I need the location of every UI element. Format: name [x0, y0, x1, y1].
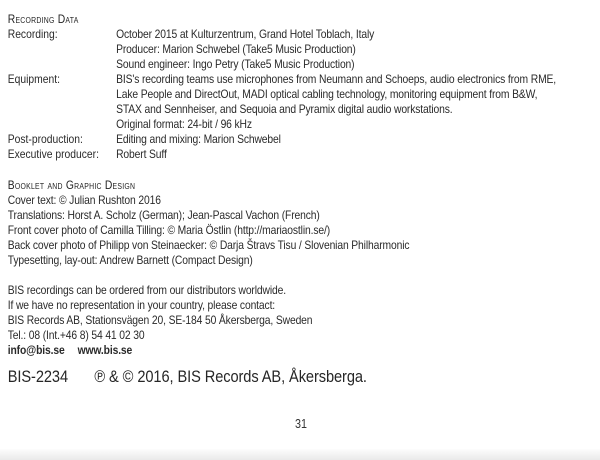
catalog-number: BIS-2234 [7, 367, 69, 386]
row-value [116, 72, 556, 132]
credit-line: Front cover photo of Camilla Tilling: © Maria Östlin (http://mariaostlin.se/) [7, 223, 331, 237]
text-line: STAX and Sennheiser, and Sequoia and Pyramix digital audio workstations. [116, 102, 453, 116]
distribution-info [8, 283, 600, 358]
credit-line: Typesetting, lay-out: Andrew Barnett (Compact Design) [7, 253, 253, 267]
credit-line: Back cover photo of Philipp von Steinaecker: © Darja Štravs Tisu / Slovenian Philharmonic [7, 238, 410, 252]
text-line: Robert Suff [116, 147, 167, 161]
row-label: Post-production: [7, 132, 83, 146]
row-value [116, 132, 281, 147]
row-recording [8, 27, 600, 72]
distributor-address: BIS Records AB, Stationsvägen 20, SE-184 50 Åkersberga, Sweden [7, 313, 313, 327]
booklet-design-credits [8, 193, 600, 268]
page-number: 31 [295, 417, 307, 431]
section-heading-recording-data: Recording Data [7, 12, 79, 26]
email-address: info@bis.se [7, 343, 65, 357]
telephone-number: Tel.: 08 (Int.+46 8) 54 41 02 30 [7, 328, 145, 342]
distribution-note: BIS recordings can be ordered from our distributors worldwide. [7, 283, 286, 297]
bottom-scan-band [0, 449, 600, 460]
text-line: BIS's recording teams use microphones from Neumann and Schoeps, audio electronics from RME, [116, 72, 557, 86]
credit-line: Translations: Horst A. Scholz (German); Jean-Pascal Vachon (French) [7, 208, 320, 222]
text-line: Original format: 24-bit / 96 kHz [116, 117, 252, 131]
distribution-note: If we have no representation in your country, please contact: [7, 298, 276, 312]
text-line: Sound engineer: Ingo Petry (Take5 Music Production) [116, 57, 355, 71]
row-label: Equipment: [7, 72, 60, 86]
row-value [116, 27, 374, 72]
section-heading-booklet-design: Booklet and Graphic Design [7, 178, 136, 192]
text-line: Editing and mixing: Marion Schwebel [116, 132, 281, 146]
website-url: www.bis.se [77, 343, 133, 357]
row-equipment [8, 72, 600, 132]
contact-links [8, 343, 600, 358]
row-executive-producer [8, 147, 600, 162]
recording-data-list [8, 27, 600, 162]
copyright-notice: ℗ & © 2016, BIS Records AB, Åkersberga. [94, 367, 367, 386]
row-label: Recording: [7, 27, 58, 41]
catalog-line [8, 366, 600, 388]
row-label: Executive producer: [7, 147, 99, 161]
row-value [116, 147, 167, 162]
row-post-production [8, 132, 600, 147]
text-line: Lake People and DirectOut, MADI optical cabling technology, monitoring equipment from B&W, [116, 87, 538, 101]
credit-line: Cover text: © Julian Rushton 2016 [7, 193, 161, 207]
text-line: October 2015 at Kulturzentrum, Grand Hotel Toblach, Italy [116, 27, 375, 41]
text-line: Producer: Marion Schwebel (Take5 Music Production) [116, 42, 356, 56]
